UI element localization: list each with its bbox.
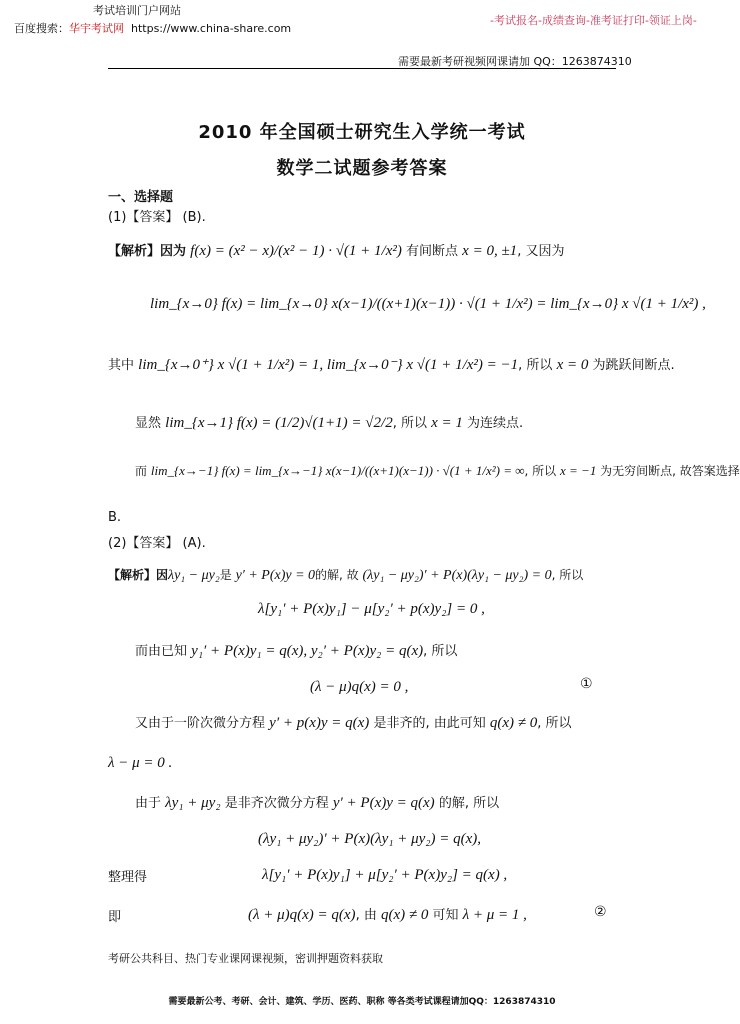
brand-link[interactable]: 华宇考试网 — [69, 22, 124, 35]
q1-lim1: lim_{x→1} f(x) = (1/2)√(1+1) = √2/2 — [165, 415, 393, 431]
q2-answer: (2)【答案】 (A). — [108, 536, 206, 551]
q2-e15: q(x) ≠ 0 — [380, 907, 429, 923]
search-bar — [14, 20, 291, 36]
q1-text5: , 所以 — [392, 416, 427, 431]
q1-analysis-label: 【解析】因为 — [108, 244, 187, 259]
q2-zhengli: 整理得 — [108, 870, 148, 885]
q1-text1: 有间断点 — [406, 244, 459, 259]
q1-points: x = 0, ±1 — [462, 243, 518, 259]
q2-t6: 又由于一阶次微分方程 — [135, 716, 266, 731]
nav-exam-register[interactable]: -考试报名 — [490, 14, 538, 27]
q2-eq-combined — [258, 598, 485, 618]
q2-t11: 的解, 所以 — [438, 796, 500, 811]
q2-result-one — [108, 752, 172, 772]
q2-e9: λ − μ = 0 . — [108, 755, 173, 771]
q1-text7: , 所以 — [524, 464, 557, 478]
q2-e16: λ + μ = 1 , — [462, 907, 527, 923]
q2-sum-line — [135, 792, 499, 812]
q2-e5: y₁′ + P(x)y₁ = q(x), y₂′ + P(x)y₂ = q(x) — [191, 643, 424, 659]
equation-marker-2: ② — [594, 904, 607, 920]
nav-score-query[interactable]: -成绩查询 — [537, 14, 586, 27]
q2-nonhomog-line — [135, 712, 572, 732]
q2-known-line — [135, 640, 457, 660]
q1-limit-one-line — [135, 412, 523, 432]
q2-t7: 是非齐的, 由此可知 — [373, 716, 486, 731]
search-label: 百度搜索： — [14, 22, 69, 35]
q2-final-line — [248, 904, 527, 924]
q2-eq-sum — [258, 828, 481, 848]
q2-t1: 是 — [219, 568, 232, 582]
q1-analysis-line — [108, 240, 564, 260]
q2-e12: (λy₁ + μy₂)′ + P(x)(λy₁ + μy₂) = q(x), — [258, 831, 482, 847]
q2-e10: λy₁ + μy₂ — [165, 795, 221, 811]
q1-lim0-formula: lim_{x→0} f(x) = lim_{x→0} x(x−1)/((x+1)(x−1)) · √(1 + 1/x²) = lim_{x→0} x √(1 + 1/x²) , — [150, 296, 706, 312]
q2-e11: y′ + P(x)y = q(x) — [332, 795, 435, 811]
q2-e14: (λ + μ)q(x) = q(x) — [248, 907, 356, 923]
header-contact: 需要最新考研视频网课请加 QQ：1263874310 — [398, 55, 632, 68]
q1-tail: B. — [108, 510, 122, 525]
nav-admission-print[interactable]: -准考证打印 — [585, 14, 645, 27]
q1-qizhong: 其中 — [108, 358, 135, 373]
top-nav — [490, 12, 697, 28]
q1-limm1: lim_{x→−1} f(x) = lim_{x→−1} x(x−1)/((x+1)(x−1)) · √(1 + 1/x²) = ∞ — [150, 463, 525, 478]
footer-contact: 需要最新公考、考研、会计、建筑、学历、医药、职称 等各类考试课程请加QQ：1263874310 — [168, 997, 556, 1007]
equation-marker-1: ① — [580, 676, 593, 692]
q1-text3: , 所以 — [518, 358, 553, 373]
q2-eq-one — [310, 676, 408, 696]
q2-ji: 即 — [108, 910, 122, 925]
q2-e13: λ[y₁′ + P(x)y₁] + μ[y₂′ + P(x)y₂] = q(x) , — [262, 867, 508, 883]
q1-xm1: x = −1 — [560, 463, 597, 478]
q2-known: 而由已知 — [135, 644, 188, 659]
footer-note: 考研公共科目、热门专业课网课视频，密训押题资料获取 — [108, 952, 383, 965]
q2-t15: 可知 — [432, 908, 459, 923]
q1-xianran: 显然 — [135, 416, 162, 431]
q1-text8: 为无穷间断点, 故答案选择 — [600, 464, 740, 478]
site-tagline: 考试培训门户网站 — [93, 4, 181, 17]
q2-t3: , 所以 — [551, 568, 584, 582]
q1-x1: x = 1 — [431, 415, 463, 431]
nav-certificate[interactable]: -领证上岗- — [644, 14, 697, 27]
q2-e6: (λ − μ)q(x) = 0 , — [310, 679, 409, 695]
header-divider — [108, 68, 616, 69]
q2-e8: q(x) ≠ 0 — [489, 715, 538, 731]
q1-function-def: f(x) = (x² − x)/(x² − 1) · √(1 + 1/x²) — [190, 243, 402, 259]
q1-one-sided: lim_{x→0⁺} x √(1 + 1/x²) = 1, lim_{x→0⁻} x √(1 + 1/x²) = −1 — [138, 357, 519, 373]
q2-e1: λy₁ − μy₂ — [168, 568, 220, 583]
q1-x0: x = 0 — [556, 357, 589, 373]
q2-t5: , 所以 — [423, 644, 458, 659]
q2-t2: 的解, 故 — [315, 568, 359, 582]
q1-text6: 为连续点. — [467, 416, 524, 431]
q2-e7: y′ + p(x)y = q(x) — [269, 715, 370, 731]
section-heading: 一、选择题 — [108, 190, 174, 205]
page-subtitle: 数学二试题参考答案 — [276, 158, 448, 179]
q1-limit-zero — [150, 296, 706, 313]
q2-eq-sorted — [262, 864, 507, 884]
q2-e2: y′ + P(x)y = 0 — [235, 568, 316, 583]
q1-text4: 为跳跃间断点. — [592, 358, 675, 373]
q2-analysis-line — [108, 566, 583, 584]
q2-t9: 由于 — [135, 796, 162, 811]
q1-one-sided-line — [108, 354, 675, 374]
site-url-link[interactable]: https://www.china-share.com — [131, 22, 292, 35]
q2-analysis-label: 【解析】因 — [108, 568, 169, 582]
q1-text2: , 又因为 — [517, 244, 565, 259]
q2-t14: , 由 — [355, 908, 377, 923]
q2-t10: 是非齐次微分方程 — [224, 796, 329, 811]
page-title: 2010 年全国硕士研究生入学统一考试 — [198, 122, 526, 143]
q2-e4: λ[y₁′ + P(x)y₁] − μ[y₂′ + p(x)y₂] = 0 , — [258, 601, 485, 617]
q1-limit-minus-one-line — [135, 462, 740, 479]
q2-t8: , 所以 — [537, 716, 572, 731]
q2-e3: (λy₁ − μy₂)′ + P(x)(λy₁ − μy₂) = 0 — [362, 568, 552, 583]
q1-er: 而 — [135, 464, 148, 478]
q1-answer: (1)【答案】 (B). — [108, 210, 206, 225]
